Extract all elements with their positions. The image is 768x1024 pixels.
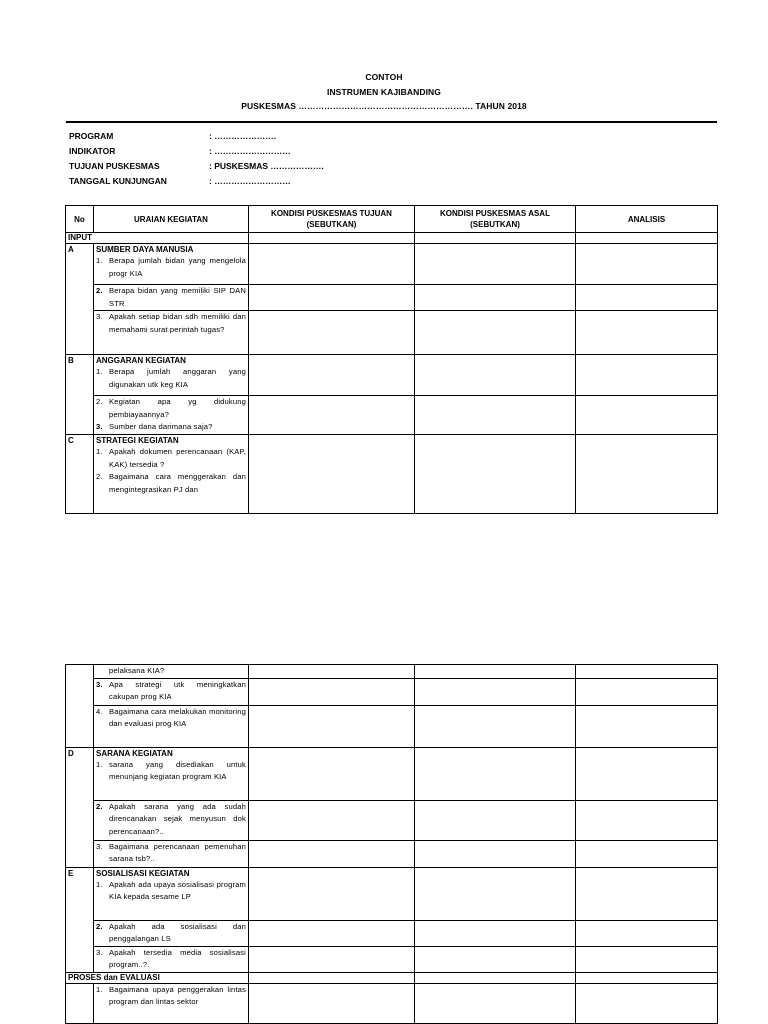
table-row	[66, 396, 718, 435]
section-input-label: INPUT	[66, 233, 249, 244]
cell	[576, 396, 718, 435]
category-title: SARANA KEGIATAN	[96, 748, 173, 758]
item-cell	[94, 665, 249, 679]
cell	[576, 747, 718, 800]
item-number: 3.	[96, 679, 103, 689]
item-cell	[94, 946, 249, 972]
table-row	[66, 920, 718, 946]
list-item	[96, 446, 246, 471]
cell	[415, 396, 576, 435]
cell	[249, 705, 415, 747]
list-item	[96, 759, 246, 784]
item-number: 1.	[96, 984, 103, 994]
item-text: Apakah setiap bidan sdh memiliki dan memahami surat perintah tugas?	[109, 312, 246, 334]
cell	[576, 946, 718, 972]
cell	[576, 435, 718, 514]
item-number: 2.	[96, 921, 103, 931]
list-item	[96, 879, 246, 904]
list-item	[96, 801, 246, 839]
list-item	[96, 841, 246, 866]
cell	[576, 972, 718, 983]
cell	[576, 678, 718, 705]
list-item	[96, 679, 246, 704]
cell	[249, 747, 415, 800]
list-item	[96, 665, 246, 678]
section-proses-row	[66, 972, 718, 983]
row-letter-b: B	[66, 355, 94, 435]
cell	[576, 867, 718, 920]
doc-title-contoh: CONTOH	[365, 72, 403, 82]
cell	[249, 800, 415, 840]
list-item	[96, 421, 246, 434]
cell	[576, 311, 718, 355]
cell	[415, 435, 576, 514]
item-number: 3.	[96, 312, 103, 321]
item-number: 2.	[96, 801, 103, 811]
cell	[249, 435, 415, 514]
item-number: 1.	[96, 759, 103, 769]
col-header-no: No	[66, 206, 94, 233]
item-cell	[94, 355, 249, 396]
cell	[249, 233, 415, 244]
cell	[249, 678, 415, 705]
item-text: Berapa bidan yang memiliki SIP DAN STR	[109, 286, 246, 308]
list-item	[96, 366, 246, 391]
item-cell	[94, 244, 249, 285]
row-letter-d: D	[66, 747, 94, 867]
cell	[415, 244, 576, 285]
item-cell	[94, 396, 249, 435]
meta-label: INDIKATOR	[69, 146, 116, 156]
item-number: 3.	[96, 947, 103, 957]
item-text: Bagaimana cara menggerakan dan mengintegrasikan PJ dan	[109, 472, 246, 494]
row-letter-c: C	[66, 435, 94, 514]
cell	[249, 285, 415, 311]
item-cell	[94, 435, 249, 514]
item-text: Sumber dana darimana saja?	[109, 422, 213, 431]
cell	[249, 867, 415, 920]
item-cell	[94, 920, 249, 946]
list-item	[96, 984, 246, 1009]
table-row	[66, 244, 718, 285]
cell	[576, 244, 718, 285]
cell	[415, 705, 576, 747]
cell	[415, 285, 576, 311]
cell	[415, 867, 576, 920]
instrument-table-page1	[65, 205, 718, 514]
section-input-row	[66, 233, 718, 244]
category-title: SOSIALISASI KEGIATAN	[96, 868, 190, 878]
item-cell	[94, 800, 249, 840]
item-cell	[94, 840, 249, 867]
list-item	[96, 311, 246, 336]
item-cell	[94, 983, 249, 1023]
item-number: 3.	[96, 841, 103, 851]
row-letter-e: E	[66, 867, 94, 972]
list-item	[96, 255, 246, 280]
meta-value: : PUSKESMAS ……………….	[209, 161, 324, 171]
cell	[415, 946, 576, 972]
cell	[576, 285, 718, 311]
item-cell	[94, 678, 249, 705]
cell	[249, 311, 415, 355]
cell	[249, 355, 415, 396]
item-text: sarana yang disediakan untuk menunjang kegiatan program KIA	[109, 759, 246, 781]
list-item	[96, 471, 246, 496]
cell	[249, 665, 415, 679]
item-text: Apakah sarana yang ada sudah direncanakan sejak menyusun dok perencanaan?..	[109, 801, 246, 836]
item-cell	[94, 747, 249, 800]
cell	[576, 705, 718, 747]
list-item	[96, 285, 246, 310]
category-title: ANGGARAN KEGIATAN	[96, 356, 186, 365]
col-header-analisis: ANALISIS	[576, 206, 718, 233]
cell	[249, 972, 415, 983]
cell	[415, 747, 576, 800]
cell	[415, 920, 576, 946]
cell	[576, 983, 718, 1023]
item-text: Berapa jumlah anggaran yang digunakan utk keg KIA	[109, 367, 246, 389]
cell	[66, 665, 94, 748]
meta-value: : ………………………	[209, 176, 291, 186]
header-rule	[66, 121, 717, 123]
table-row	[66, 946, 718, 972]
item-number: 1.	[96, 367, 103, 376]
table-row	[66, 705, 718, 747]
list-item	[96, 396, 246, 421]
table-row	[66, 285, 718, 311]
list-item	[96, 706, 246, 731]
cell	[415, 678, 576, 705]
list-item	[96, 947, 246, 972]
cell	[249, 983, 415, 1023]
item-cell	[94, 311, 249, 355]
table-row	[66, 800, 718, 840]
col-header-uraian: URAIAN KEGIATAN	[94, 206, 249, 233]
item-number: 3.	[96, 422, 103, 431]
item-text: Apakah ada sosialisasi dan penggalangan LS	[109, 921, 246, 943]
item-text: Bagaimana cara melakukan monitoring dan evaluasi prog KIA	[109, 706, 246, 728]
cell	[415, 311, 576, 355]
category-title: STRATEGI KEGIATAN	[96, 436, 179, 445]
doc-title-instrumen: INSTRUMEN KAJIBANDING	[326, 87, 442, 97]
table-row	[66, 840, 718, 867]
cell	[249, 396, 415, 435]
item-text: Apa strategi utk meningkatkan cakupan prog KIA	[109, 679, 246, 701]
cell	[415, 355, 576, 396]
item-number: 2.	[96, 286, 103, 295]
table-header-row	[66, 206, 718, 233]
item-number: 1.	[96, 256, 103, 265]
cell	[576, 665, 718, 679]
list-item	[96, 921, 246, 946]
cell	[415, 233, 576, 244]
meta-label: PROGRAM	[69, 131, 114, 141]
item-cell	[94, 705, 249, 747]
cell	[576, 920, 718, 946]
item-number: 4.	[96, 706, 103, 716]
category-title: SUMBER DAYA MANUSIA	[96, 245, 194, 254]
item-cell	[94, 285, 249, 311]
cell	[249, 946, 415, 972]
item-number: 1.	[96, 447, 103, 456]
table-row	[66, 678, 718, 705]
cell	[415, 983, 576, 1023]
item-text: Apakah dokumen perencanaan (KAP, KAK) tersedia ?	[109, 447, 246, 469]
meta-label: TANGGAL KUNJUNGAN	[69, 176, 167, 186]
item-text: pelaksana KIA?	[109, 666, 165, 675]
row-letter-a: A	[66, 244, 94, 355]
cell	[249, 244, 415, 285]
item-text: Kegiatan apa yg didukung pembiayaannya?	[109, 397, 246, 419]
table-row	[66, 355, 718, 396]
table-row	[66, 867, 718, 920]
cell	[576, 800, 718, 840]
table-row	[66, 983, 718, 1023]
cell	[415, 800, 576, 840]
item-text: Bagaimana upaya penggerakan lintas program dan lintas sektor	[109, 984, 246, 1006]
item-cell	[94, 867, 249, 920]
col-header-asal: KONDISI PUSKESMAS ASAL (SEBUTKAN)	[415, 206, 576, 233]
item-number: 1.	[96, 879, 103, 889]
item-text: Bagaimana perencanaan pemenuhan sarana tsb?..	[109, 841, 246, 863]
section-proses-label: PROSES dan EVALUASI	[66, 972, 249, 983]
cell	[576, 355, 718, 396]
table-row	[66, 435, 718, 514]
item-text: Apakah tersedia media sosialisasi program..?.	[109, 947, 246, 969]
doc-title-puskesmas: PUSKESMAS ……………………………………………………. TAHUN 2018	[241, 101, 527, 111]
item-text: Berapa jumlah bidan yang mengelola progr KIA	[109, 256, 246, 278]
meta-label: TUJUAN PUSKESMAS	[69, 161, 160, 171]
cell	[415, 665, 576, 679]
table-row	[66, 665, 718, 679]
cell	[66, 983, 94, 1023]
cell	[249, 840, 415, 867]
table-row	[66, 747, 718, 800]
cell	[576, 233, 718, 244]
item-text: Apakah ada upaya sosialisasi program KIA kepada sesame LP	[109, 879, 246, 901]
item-number: 2.	[96, 397, 103, 406]
table-row	[66, 311, 718, 355]
col-header-tujuan: KONDISI PUSKESMAS TUJUAN (SEBUTKAN)	[249, 206, 415, 233]
cell	[415, 972, 576, 983]
cell	[249, 920, 415, 946]
item-number: 2.	[96, 472, 103, 481]
cell	[415, 840, 576, 867]
instrument-table-page2	[65, 664, 718, 1024]
meta-value: : ………………………	[209, 146, 291, 156]
meta-value: : ………………….	[209, 131, 277, 141]
cell	[576, 840, 718, 867]
